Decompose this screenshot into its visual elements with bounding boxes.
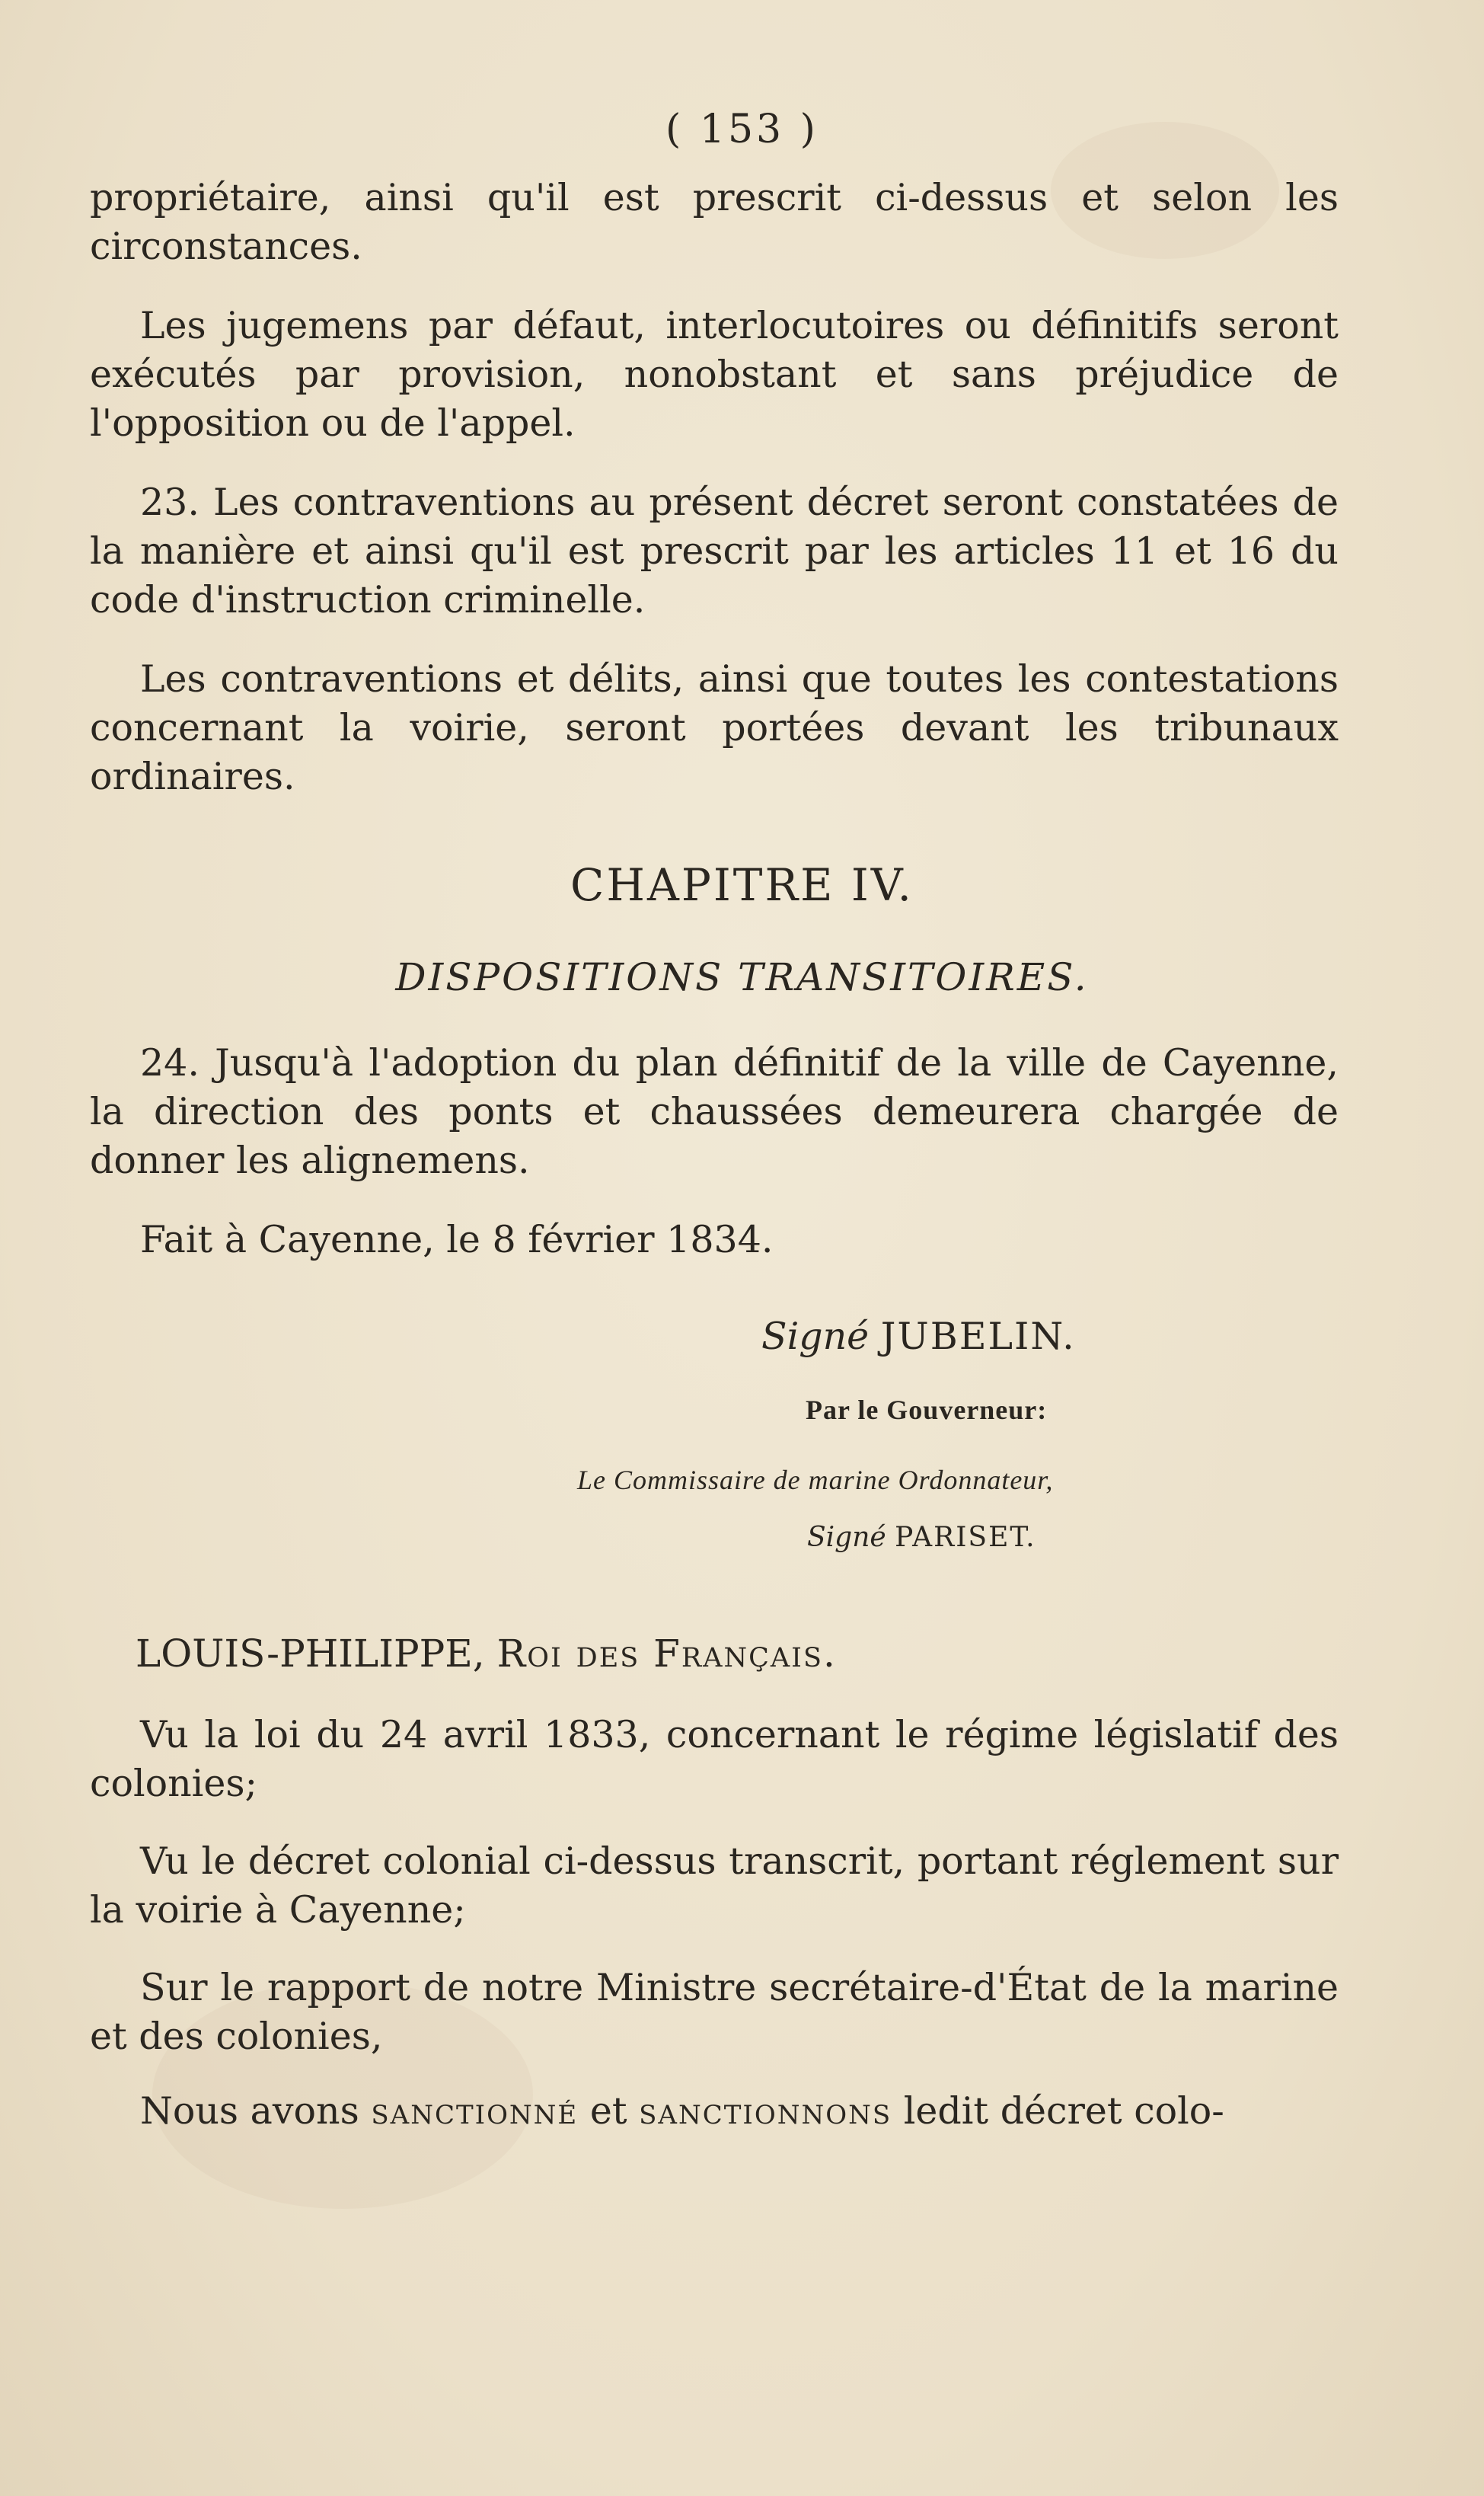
signed-word-2: Signé <box>807 1522 886 1553</box>
decree-last-line <box>90 2087 1339 2136</box>
king-heading <box>136 1632 837 1676</box>
paragraph-judgments: Les jugemens par défaut, interlocutoires ou définitifs seront exécutés par provision, nonobstant et sans préjudice de l'opposition ou de l'appel. <box>90 304 1339 445</box>
paragraph-contraventions: Les contraventions et délits, ainsi que toutes les contestations concernant la voirie, seront portées devant les tribunaux ordinaires. <box>90 657 1339 798</box>
paragraph-article-24: 24. Jusqu'à l'adoption du plan définitif de la ville de Cayenne, la direction des ponts et chaussées demeurera chargée de donner les alignemens. <box>90 1041 1339 1182</box>
decree-paragraph-report: Sur le rapport de notre Ministre secrétaire-d'État de la marine et des colonies, <box>90 1966 1339 2058</box>
sanction-word-1: sanctionné <box>371 2089 579 2133</box>
signed-word: Signé <box>761 1315 870 1358</box>
last-line-start: Nous avons <box>140 2089 359 2133</box>
chapter-title: CHAPITRE IV. <box>570 859 914 911</box>
last-line-et: et <box>589 2089 627 2133</box>
dated-line: Fait à Cayenne, le 8 février 1834. <box>140 1218 774 1261</box>
ordonnateur-name: PARISET. <box>895 1522 1036 1553</box>
governor-signature <box>761 1315 1076 1358</box>
king-title: Roi des Français. <box>496 1632 837 1676</box>
page-number: ( 153 ) <box>665 107 819 152</box>
decree-paragraph-law: Vu la loi du 24 avril 1833, concernant le régime législatif des colonies; <box>90 1713 1339 1805</box>
section-title: DISPOSITIONS TRANSITOIRES. <box>395 955 1089 999</box>
by-governor-line: Par le Gouverneur: <box>806 1395 1048 1425</box>
sanction-word-2: sanctionnons <box>639 2089 892 2133</box>
commissioner-line: Le Commissaire de marine Ordonnateur, <box>577 1465 1054 1495</box>
last-line-end: ledit décret colo- <box>903 2089 1224 2133</box>
paragraph-continuation: propriétaire, ainsi qu'il est prescrit ci-dessus et selon les circonstances. <box>90 176 1339 268</box>
king-name: LOUIS-PHILIPPE, <box>136 1632 485 1676</box>
paragraph-article-23: 23. Les contraventions au présent décret seront constatées de la manière et ainsi qu'il est prescrit par les articles 11 et 16 du code d'instruction criminelle. <box>90 481 1339 622</box>
ordonnateur-signature <box>807 1522 1036 1553</box>
governor-name: JUBELIN. <box>880 1315 1076 1358</box>
decree-paragraph-decree: Vu le décret colonial ci-dessus transcrit, portant réglement sur la voirie à Cayenne; <box>90 1839 1339 1932</box>
